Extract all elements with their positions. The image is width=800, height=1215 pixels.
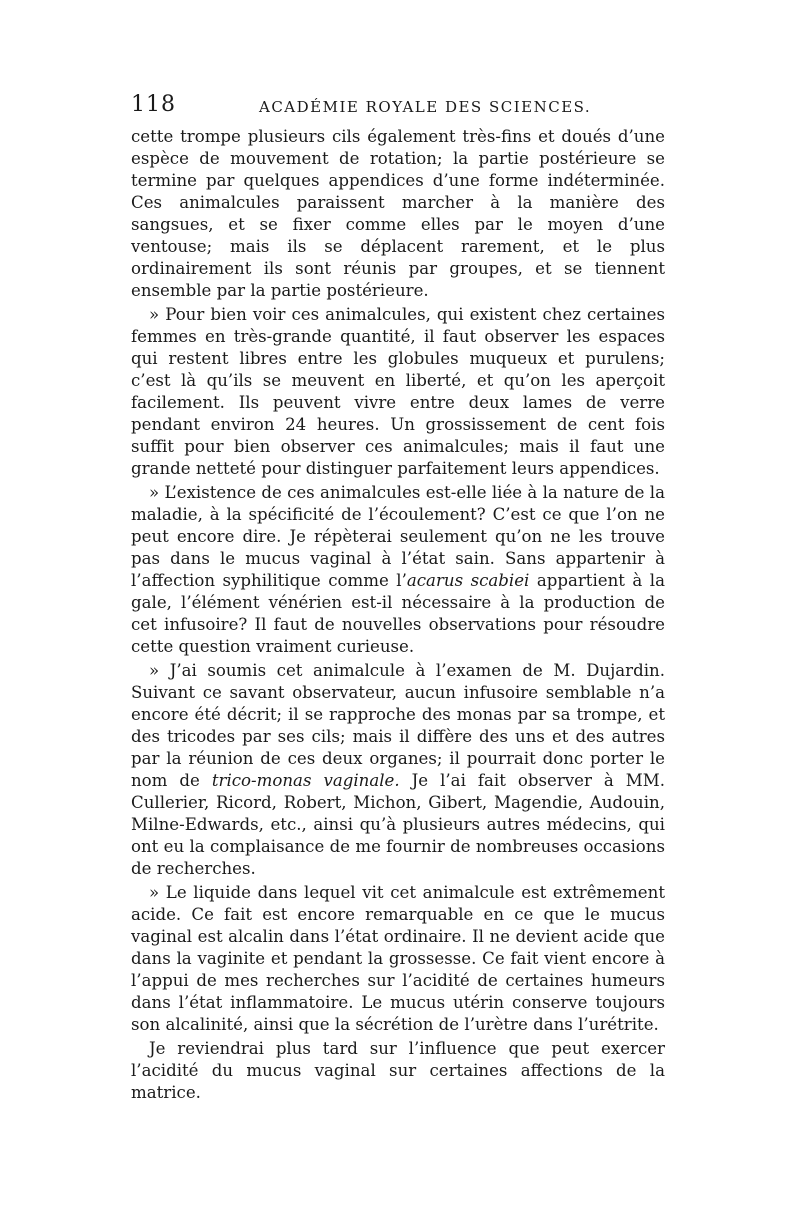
paragraph-dujardin bbox=[131, 660, 665, 880]
paragraph-existence-text-b: appartient à la gale, l’élément vénérien est-il nécessaire à la production de cet infusoire? Il faut de nouvelles observations pour résoudre cette question vraiment curieuse. bbox=[131, 571, 666, 656]
paragraph-dujardin-text-b: Je l’ai fait observer à MM. Cullerier, Ricord, Robert, Michon, Gibert, Magendie, Audouin, Milne-Edwards, etc., ainsi qu’à plusieurs autres médecins, qui ont eu la complaisance de me fournir de nombreuses occasions de recherches. bbox=[131, 771, 666, 878]
italic-term-trico-monas: trico-monas vaginale. bbox=[211, 771, 400, 790]
paragraph-acidity: » Le liquide dans lequel vit cet animalcule est extrêmement acide. Ce fait est encore remarquable en ce que le mucus vaginal est alcalin dans l’état ordinaire. Il ne devient acide que dans la vaginite et pendant la grossesse. Ce fait vient encore à l’appui de mes recherches sur l’acidité de certaines humeurs dans l’état inflammatoire. Le mucus utérin conserve toujours son alcalinité, ainsi que la sécrétion de l’urètre dans l’urétrite. bbox=[131, 883, 665, 1034]
paragraph-existence bbox=[131, 482, 665, 658]
paragraph-observation: » Pour bien voir ces animalcules, qui existent chez certaines femmes en très-grande quantité, il faut observer les espaces qui restent libres entre les globules muqueux et purulens; c’est là qu’ils se meuvent en liberté, et qu’on les aperçoit facilement. Ils peuvent vivre entre deux lames de verre pendant environ 24 heures. Un grossissement de cent fois suffit pour bien observer ces animalcules; mais il faut une grande netteté pour distinguer parfaitement leurs appendices. bbox=[131, 305, 665, 478]
paragraph-continued: cette trompe plusieurs cils également très-fins et doués d’une espèce de mouvement de rotation; la partie postérieure se termine par quelques appendices d’une forme indéterminée. Ces animalcules paraissent marcher à la manière des sangsues, et se fixer comme elles par le moyen d’une ventouse; mais ils se déplacent rarement, et le plus ordinairement ils sont réunis par groupes, et se tiennent ensemble par la partie postérieure. bbox=[131, 127, 665, 300]
page-number: 118 bbox=[131, 92, 176, 117]
body-text bbox=[131, 126, 665, 1104]
paragraph-dujardin-text-a: » J’ai soumis cet animalcule à l’examen de M. Dujardin. Suivant ce savant observateur, aucun infusoire semblable n’a encore été décrit; il se rapproche des monas par sa trompe, et des tricodes par ses cils; mais il diffère des uns et des autres par la réunion de ces deux organes; il pourrait donc porter le nom de bbox=[131, 661, 665, 790]
book-page bbox=[131, 92, 665, 1104]
running-title: ACADÉMIE ROYALE DES SCIENCES. bbox=[259, 98, 592, 116]
italic-term-acarus: acarus scabiei bbox=[406, 571, 530, 590]
paragraph-conclusion: Je reviendrai plus tard sur l’influence que peut exercer l’acidité du mucus vaginal sur certaines affections de la matrice. bbox=[131, 1039, 665, 1102]
paragraph-existence-text-a: » L’existence de ces animalcules est-elle liée à la nature de la maladie, à la spécificité de l’écoulement? C’est ce que l’on ne peut encore dire. Je répèterai seulement qu’on ne les trouve pas dans le mucus vaginal à l’état sain. Sans appartenir à l’affection syphilitique comme l’ bbox=[131, 483, 665, 590]
page-header bbox=[131, 92, 665, 126]
